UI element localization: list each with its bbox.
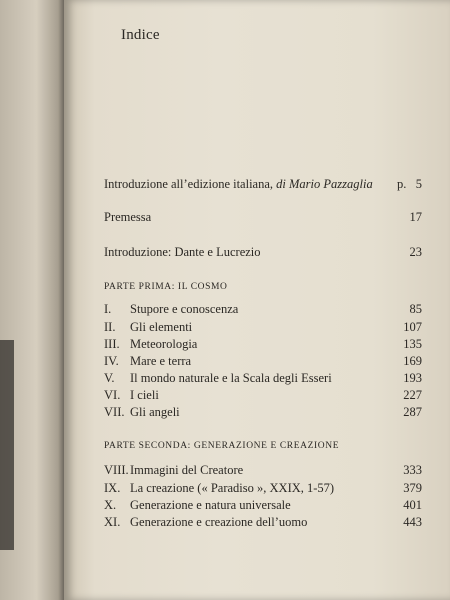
chapter-number: VII. — [104, 405, 125, 419]
chapter-entry — [104, 462, 422, 478]
chapter-entry — [104, 497, 422, 513]
toc-entry-introduction-italian — [104, 176, 422, 192]
chapter-entry — [104, 370, 422, 386]
toc-entry-label: Premessa — [104, 210, 152, 224]
chapter-title: Gli angeli — [130, 405, 180, 419]
chapter-title: Il mondo naturale e la Scala degli Esseri — [130, 371, 332, 385]
chapter-title: Stupore e conoscenza — [130, 302, 239, 316]
chapter-page: 401 — [403, 498, 422, 512]
chapter-page: 107 — [403, 320, 422, 334]
chapter-page: 379 — [403, 481, 422, 495]
chapter-entry — [104, 353, 422, 369]
chapter-title: Gli elementi — [130, 320, 193, 334]
chapter-title: Generazione e natura universale — [130, 498, 291, 512]
shadow-strip — [0, 340, 14, 550]
toc-entry-page: p. 5 — [397, 177, 422, 191]
chapter-number: IX. — [104, 481, 121, 495]
chapter-entry — [104, 404, 422, 420]
toc-entry-page: 23 — [409, 245, 422, 259]
adjacent-page-edge — [0, 0, 66, 600]
toc-entry-premessa — [104, 209, 422, 225]
chapter-page: 135 — [403, 337, 422, 351]
chapter-page: 333 — [403, 463, 422, 477]
chapter-title: Meteorologia — [130, 337, 198, 351]
chapter-number: II. — [104, 320, 116, 334]
part-one-heading: PARTE PRIMA: IL COSMO — [104, 282, 228, 292]
chapter-number: V. — [104, 371, 115, 385]
chapter-number: X. — [104, 498, 117, 512]
toc-entry-page: 17 — [409, 210, 422, 224]
part-two-heading: PARTE SECONDA: GENERAZIONE E CREAZIONE — [104, 441, 340, 451]
toc-entry-author: di Mario Pazzaglia — [276, 177, 373, 191]
toc-entry-introduction — [104, 244, 422, 260]
chapter-number: I. — [104, 302, 112, 316]
chapter-page: 169 — [403, 354, 422, 368]
chapter-entry — [104, 480, 422, 496]
chapter-page: 443 — [403, 515, 422, 529]
chapter-page: 227 — [403, 388, 422, 402]
chapter-title: Mare e terra — [130, 354, 192, 368]
page-title: Indice — [121, 27, 160, 43]
chapter-page: 287 — [403, 405, 422, 419]
chapter-entry — [104, 301, 422, 317]
chapter-number: XI. — [104, 515, 121, 529]
toc-entry-label: Introduzione: Dante e Lucrezio — [104, 245, 261, 259]
chapter-page: 85 — [409, 302, 422, 316]
chapter-title: I cieli — [130, 388, 159, 402]
chapter-page: 193 — [403, 371, 422, 385]
chapter-title: Immagini del Creatore — [130, 463, 244, 477]
chapter-title: Generazione e creazione dell’uomo — [130, 515, 308, 529]
toc-entry-label: Introduzione all’edizione italiana, di Mario Pazzaglia — [104, 177, 373, 191]
chapter-number: VIII. — [104, 463, 129, 477]
book-page — [64, 0, 450, 600]
chapter-entry — [104, 514, 422, 530]
chapter-title: La creazione (« Paradiso », XXIX, 1-57) — [130, 481, 335, 495]
chapter-number: IV. — [104, 354, 119, 368]
chapter-entry — [104, 336, 422, 352]
chapter-entry — [104, 319, 422, 335]
chapter-number: VI. — [104, 388, 121, 402]
chapter-number: III. — [104, 337, 120, 351]
chapter-entry — [104, 387, 422, 403]
